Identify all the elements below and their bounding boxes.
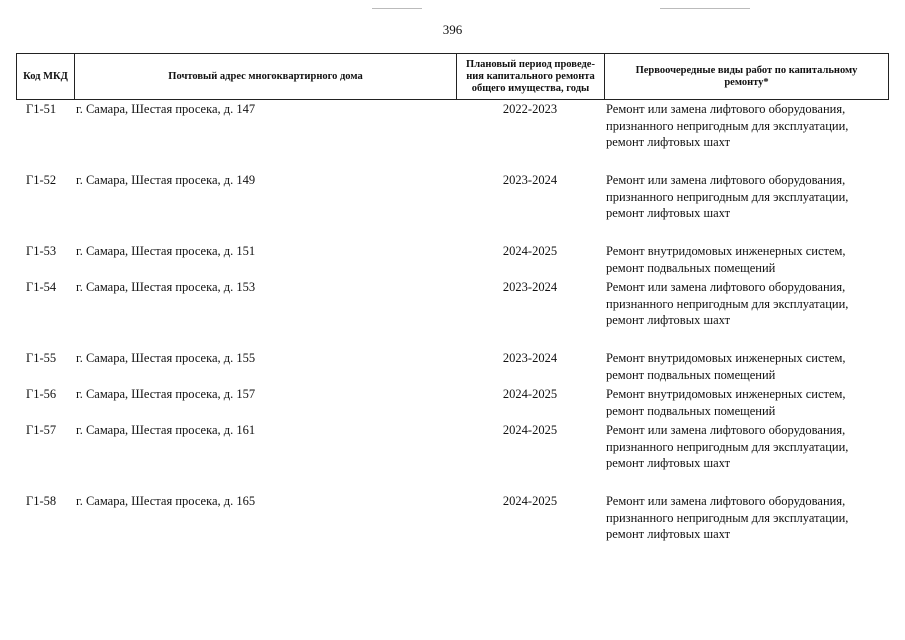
planned-period: 2024-2025 xyxy=(502,387,558,401)
mkd-code: Г1-51 xyxy=(26,102,57,116)
priority-works xyxy=(606,172,891,222)
postal-address: г. Самара, Шестая просека, д. 165 xyxy=(76,494,256,508)
postal-address: г. Самара, Шестая просека, д. 153 xyxy=(76,280,256,294)
planned-period: 2024-2025 xyxy=(502,244,558,258)
works-line: ремонт лифтовых шахт xyxy=(606,527,731,541)
postal-address: г. Самара, Шестая просека, д. 157 xyxy=(76,387,256,401)
works-line: признанного непригодным для эксплуатации, xyxy=(606,296,849,311)
works-line: Ремонт внутридомовых инженерных систем, xyxy=(606,387,846,401)
works-line: ремонт подвальных помещений xyxy=(606,260,776,275)
mkd-code: Г1-52 xyxy=(26,173,57,187)
page-number: 396 xyxy=(442,22,463,37)
priority-works xyxy=(606,279,891,329)
works-line: Ремонт внутридомовых инженерных систем, xyxy=(606,244,846,258)
mkd-code: Г1-57 xyxy=(26,423,57,437)
works-line: признанного непригодным для эксплуатации, xyxy=(606,118,849,133)
header-works: Первоочередные виды работ по капитальному ремонту* xyxy=(635,64,858,88)
priority-works xyxy=(606,243,891,276)
postal-address: г. Самара, Шестая просека, д. 161 xyxy=(76,423,256,437)
priority-works xyxy=(606,101,891,151)
works-line: ремонт лифтовых шахт xyxy=(606,135,731,149)
works-line: ремонт лифтовых шахт xyxy=(606,456,731,470)
planned-period: 2024-2025 xyxy=(502,494,558,508)
planned-period: 2023-2024 xyxy=(502,173,558,187)
table-header xyxy=(16,53,889,100)
works-line: ремонт подвальных помещений xyxy=(606,367,776,382)
postal-address: г. Самара, Шестая просека, д. 155 xyxy=(76,351,256,365)
planned-period: 2023-2024 xyxy=(502,351,558,365)
mkd-code: Г1-58 xyxy=(26,494,57,508)
planned-period: 2022-2023 xyxy=(502,102,558,116)
works-line: признанного непригодным для эксплуатации, xyxy=(606,439,849,454)
scan-artifact xyxy=(372,8,422,9)
works-line: признанного непригодным для эксплуатации, xyxy=(606,189,849,204)
works-line: ремонт лифтовых шахт xyxy=(606,206,731,220)
planned-period: 2024-2025 xyxy=(502,423,558,437)
priority-works xyxy=(606,422,891,472)
priority-works xyxy=(606,493,891,543)
works-line: признанного непригодным для эксплуатации, xyxy=(606,510,849,525)
mkd-code: Г1-54 xyxy=(26,280,57,294)
postal-address: г. Самара, Шестая просека, д. 151 xyxy=(76,244,256,258)
works-line: Ремонт или замена лифтового оборудования, xyxy=(606,102,846,116)
works-line: Ремонт внутридомовых инженерных систем, xyxy=(606,351,846,365)
scan-artifact xyxy=(660,8,750,9)
works-line: ремонт лифтовых шахт xyxy=(606,313,731,327)
header-period: Плановый период проведе-ния капитального ремонта общего имущества, годы xyxy=(457,54,605,99)
priority-works xyxy=(606,386,891,419)
mkd-code: Г1-53 xyxy=(26,244,57,258)
mkd-code: Г1-55 xyxy=(26,351,57,365)
planned-period: 2023-2024 xyxy=(502,280,558,294)
priority-works xyxy=(606,350,891,383)
works-line: ремонт подвальных помещений xyxy=(606,403,776,418)
works-line: Ремонт или замена лифтового оборудования, xyxy=(606,423,846,437)
works-line: Ремонт или замена лифтового оборудования, xyxy=(606,494,846,508)
header-address: Почтовый адрес многоквартирного дома xyxy=(75,54,457,99)
header-code: Код МКД xyxy=(17,54,75,99)
works-line: Ремонт или замена лифтового оборудования, xyxy=(606,173,846,187)
mkd-code: Г1-56 xyxy=(26,387,57,401)
postal-address: г. Самара, Шестая просека, д. 147 xyxy=(76,102,256,116)
postal-address: г. Самара, Шестая просека, д. 149 xyxy=(76,173,256,187)
works-line: Ремонт или замена лифтового оборудования, xyxy=(606,280,846,294)
